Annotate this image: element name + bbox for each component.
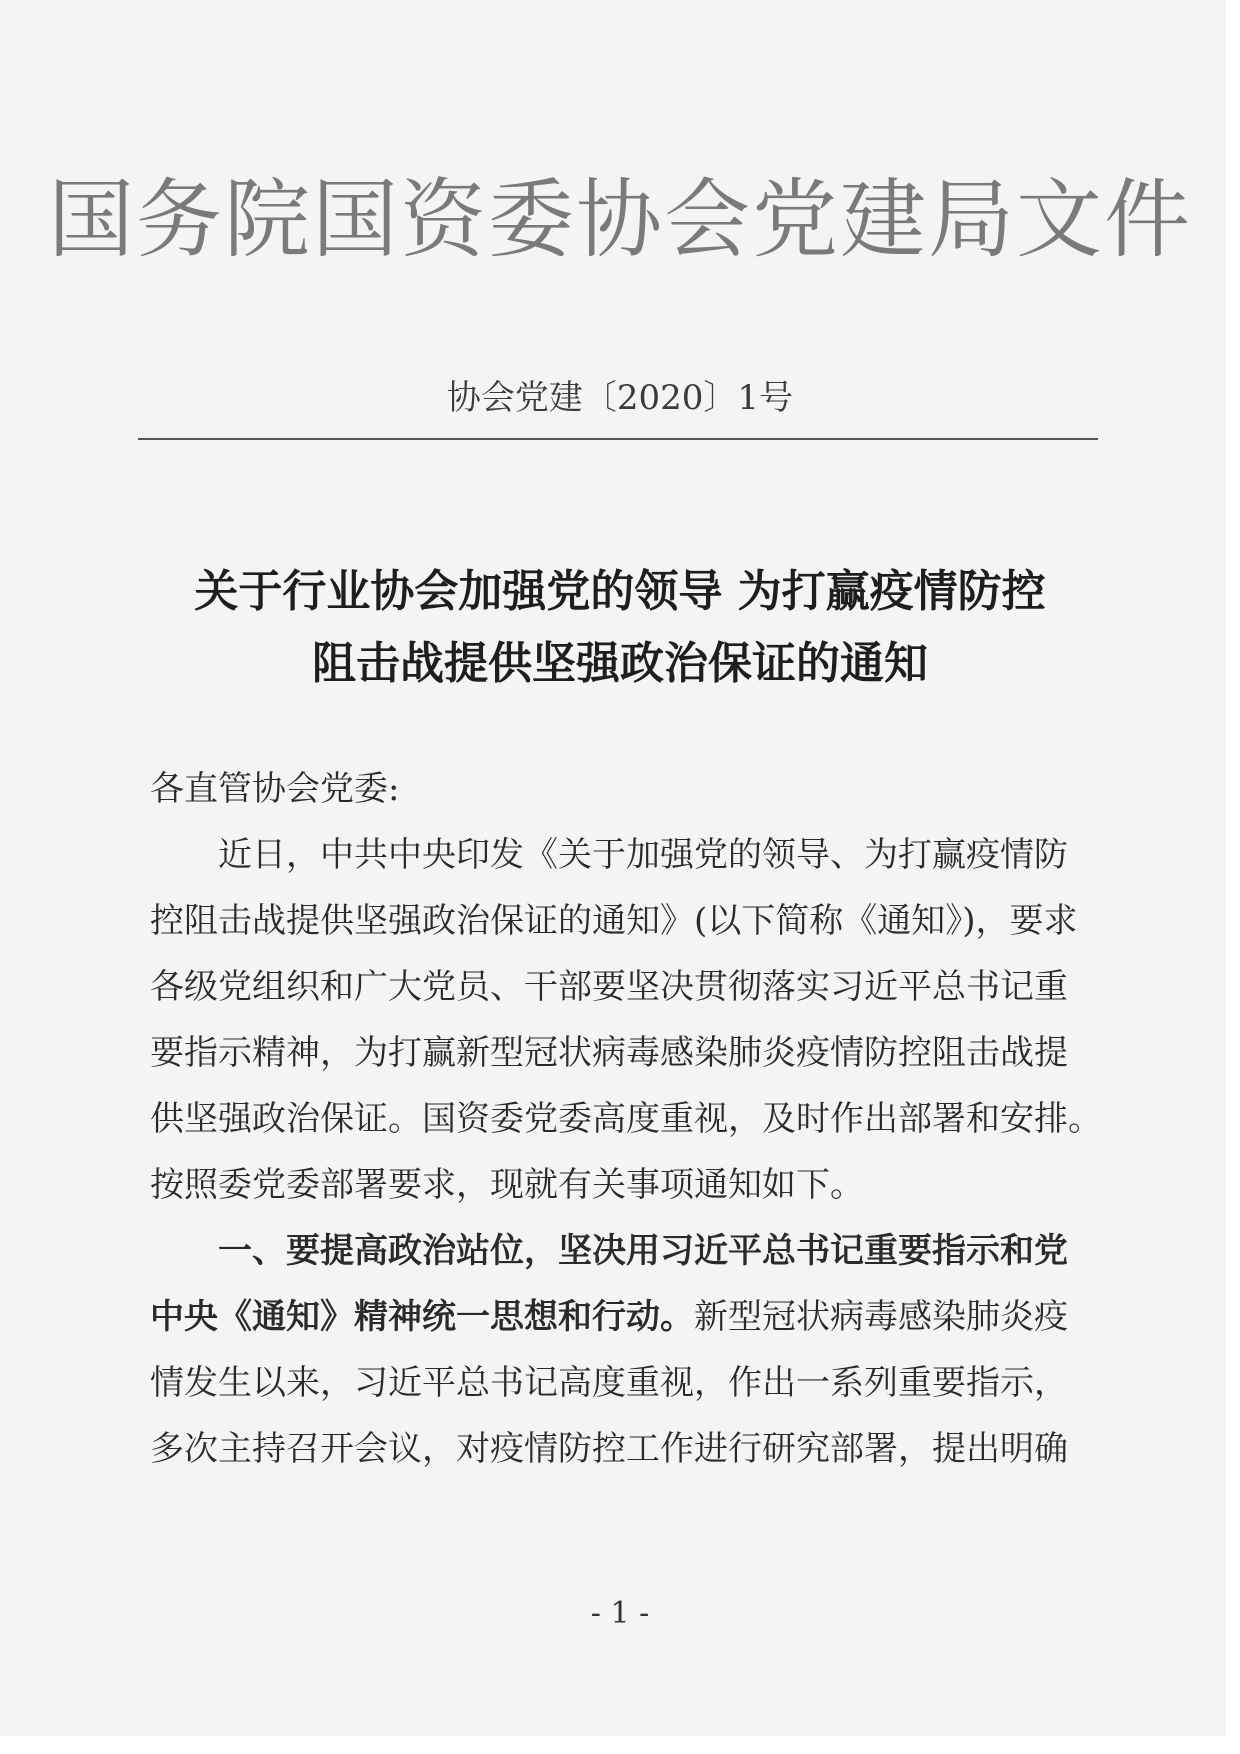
paragraph-1-line-4: 要指示精神，为打赢新型冠状病毒感染肺炎疫情防控阻击战提 — [150, 1033, 1068, 1073]
document-body — [150, 756, 1130, 1482]
point-1-line-4: 多次主持召开会议，对疫情防控工作进行研究部署，提出明确 — [150, 1429, 1068, 1469]
notice-title-line-2: 阻击战提供坚强政治保证的通知 — [312, 638, 928, 689]
notice-title — [0, 556, 1240, 700]
point-1-text-start: 新型冠状病毒感染肺炎疫 — [694, 1297, 1068, 1337]
point-1-heading-line-1: 一、要提高政治站位，坚决用习近平总书记重要指示和党 — [218, 1231, 1068, 1271]
header-divider — [138, 438, 1098, 440]
paragraph-1-line-2: 控阻击战提供坚强政治保证的通知》(以下简称《通知》)，要求 — [150, 901, 1078, 941]
paragraph-1-line-5: 供坚强政治保证。国资委党委高度重视，及时作出部署和安排。 — [150, 1099, 1102, 1139]
paragraph-1-line-3: 各级党组织和广大党员、干部要坚决贯彻落实习近平总书记重 — [150, 967, 1068, 1007]
point-1-line-3: 情发生以来，习近平总书记高度重视，作出一系列重要指示， — [150, 1363, 1068, 1403]
point-1-line-2 — [150, 1284, 1130, 1350]
point-1-heading-line-2: 中央《通知》精神统一思想和行动。 — [150, 1297, 694, 1337]
paragraph-1-line-1: 近日，中共中央印发《关于加强党的领导、为打赢疫情防 — [218, 835, 1068, 875]
paragraph-1-line-6: 按照委党委部署要求，现就有关事项通知如下。 — [150, 1165, 864, 1205]
notice-title-line-1: 关于行业协会加强党的领导 为打赢疫情防控 — [194, 566, 1046, 617]
scan-edge-right — [1226, 0, 1240, 1754]
issuer-header-title: 国务院国资委协会党建局文件 — [48, 170, 1192, 270]
salutation: 各直管协会党委: — [150, 769, 400, 809]
document-number: 协会党建〔2020〕1号 — [446, 378, 794, 418]
page-number: - 1 - — [590, 1596, 650, 1631]
scan-edge-bottom — [0, 1736, 1240, 1754]
